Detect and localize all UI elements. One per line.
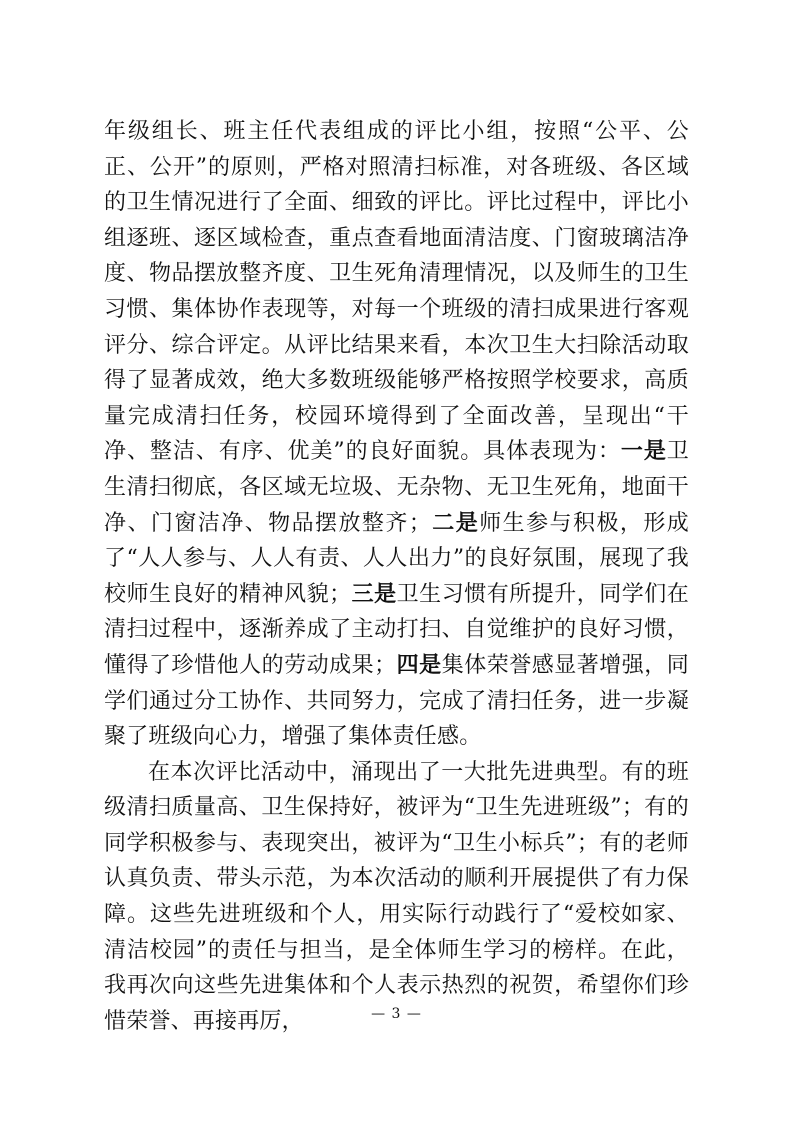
text-segment: 卫生清扫彻底，各区域无垃圾、无杂物、无卫生死角，地面干净、门窗洁净、物品摆放整齐； <box>104 439 689 536</box>
text-segment: 卫生习惯有所提升，同学们在清扫过程中，逐渐养成了主动打扫、自觉维护的良好习惯，懂得了珍惜他人的劳动成果； <box>104 581 690 678</box>
emphasis-fourth: 四是 <box>396 651 442 678</box>
paragraph-advanced-models <box>104 755 689 1040</box>
text-segment: 在本次评比活动中，涌现出了一大批先进典型。有的班级清扫质量高、卫生保持好，被评为“卫生先进班级”；有的同学积极参与、表现突出，被评为“卫生小标兵”；有的老师认真负责、带头示范，为本次活动的顺利开展提供了有力保障。这些先进班级和个人，用实际行动践行了“爱校如家、清洁校园”的责任与担当，是全体师生学习的榜样。在此，我再次向这些先进集体和个人表示热烈的祝贺，希望你们珍惜荣誉、再接再厉， <box>104 759 689 1034</box>
document-body <box>104 114 689 1039</box>
text-segment: 集体荣誉感显著增强，同学们通过分工协作、共同努力，完成了清扫任务，进一步凝聚了班级向心力，增强了集体责任感。 <box>104 652 690 750</box>
page-number: — 3 — <box>371 1006 422 1022</box>
emphasis-third: 三是 <box>351 580 397 607</box>
text-segment: 年级组长、班主任代表组成的评比小组，按照“公平、公正、公开”的原则，严格对照清扫标准，对各班级、各区域的卫生情况进行了全面、细致的评比。评比过程中，评比小组逐班、逐区域检查，重点查看地面清洁度、门窗玻璃洁净度、物品摆放整齐度、卫生死角清理情况，以及师生的卫生习惯、集体协作表现等，对每一个班级的清扫成果进行客观评分、综合评定。从评比结果来看，本次卫生大扫除活动取得了显著成效，绝大多数班级能够严格按照学校要求，高质量完成清扫任务，校园环境得到了全面改善，呈现出“干净、整洁、有序、优美”的良好面貌。具体表现为： <box>104 119 689 465</box>
emphasis-second: 二是 <box>431 509 480 536</box>
text-segment: 师生参与积极，形成了“人人参与、人人有责、人人出力”的良好氛围，展现了我校师生良好的精神风貌； <box>104 510 689 607</box>
paragraph-evaluation-results <box>104 114 689 755</box>
emphasis-first: 一是 <box>620 438 667 465</box>
